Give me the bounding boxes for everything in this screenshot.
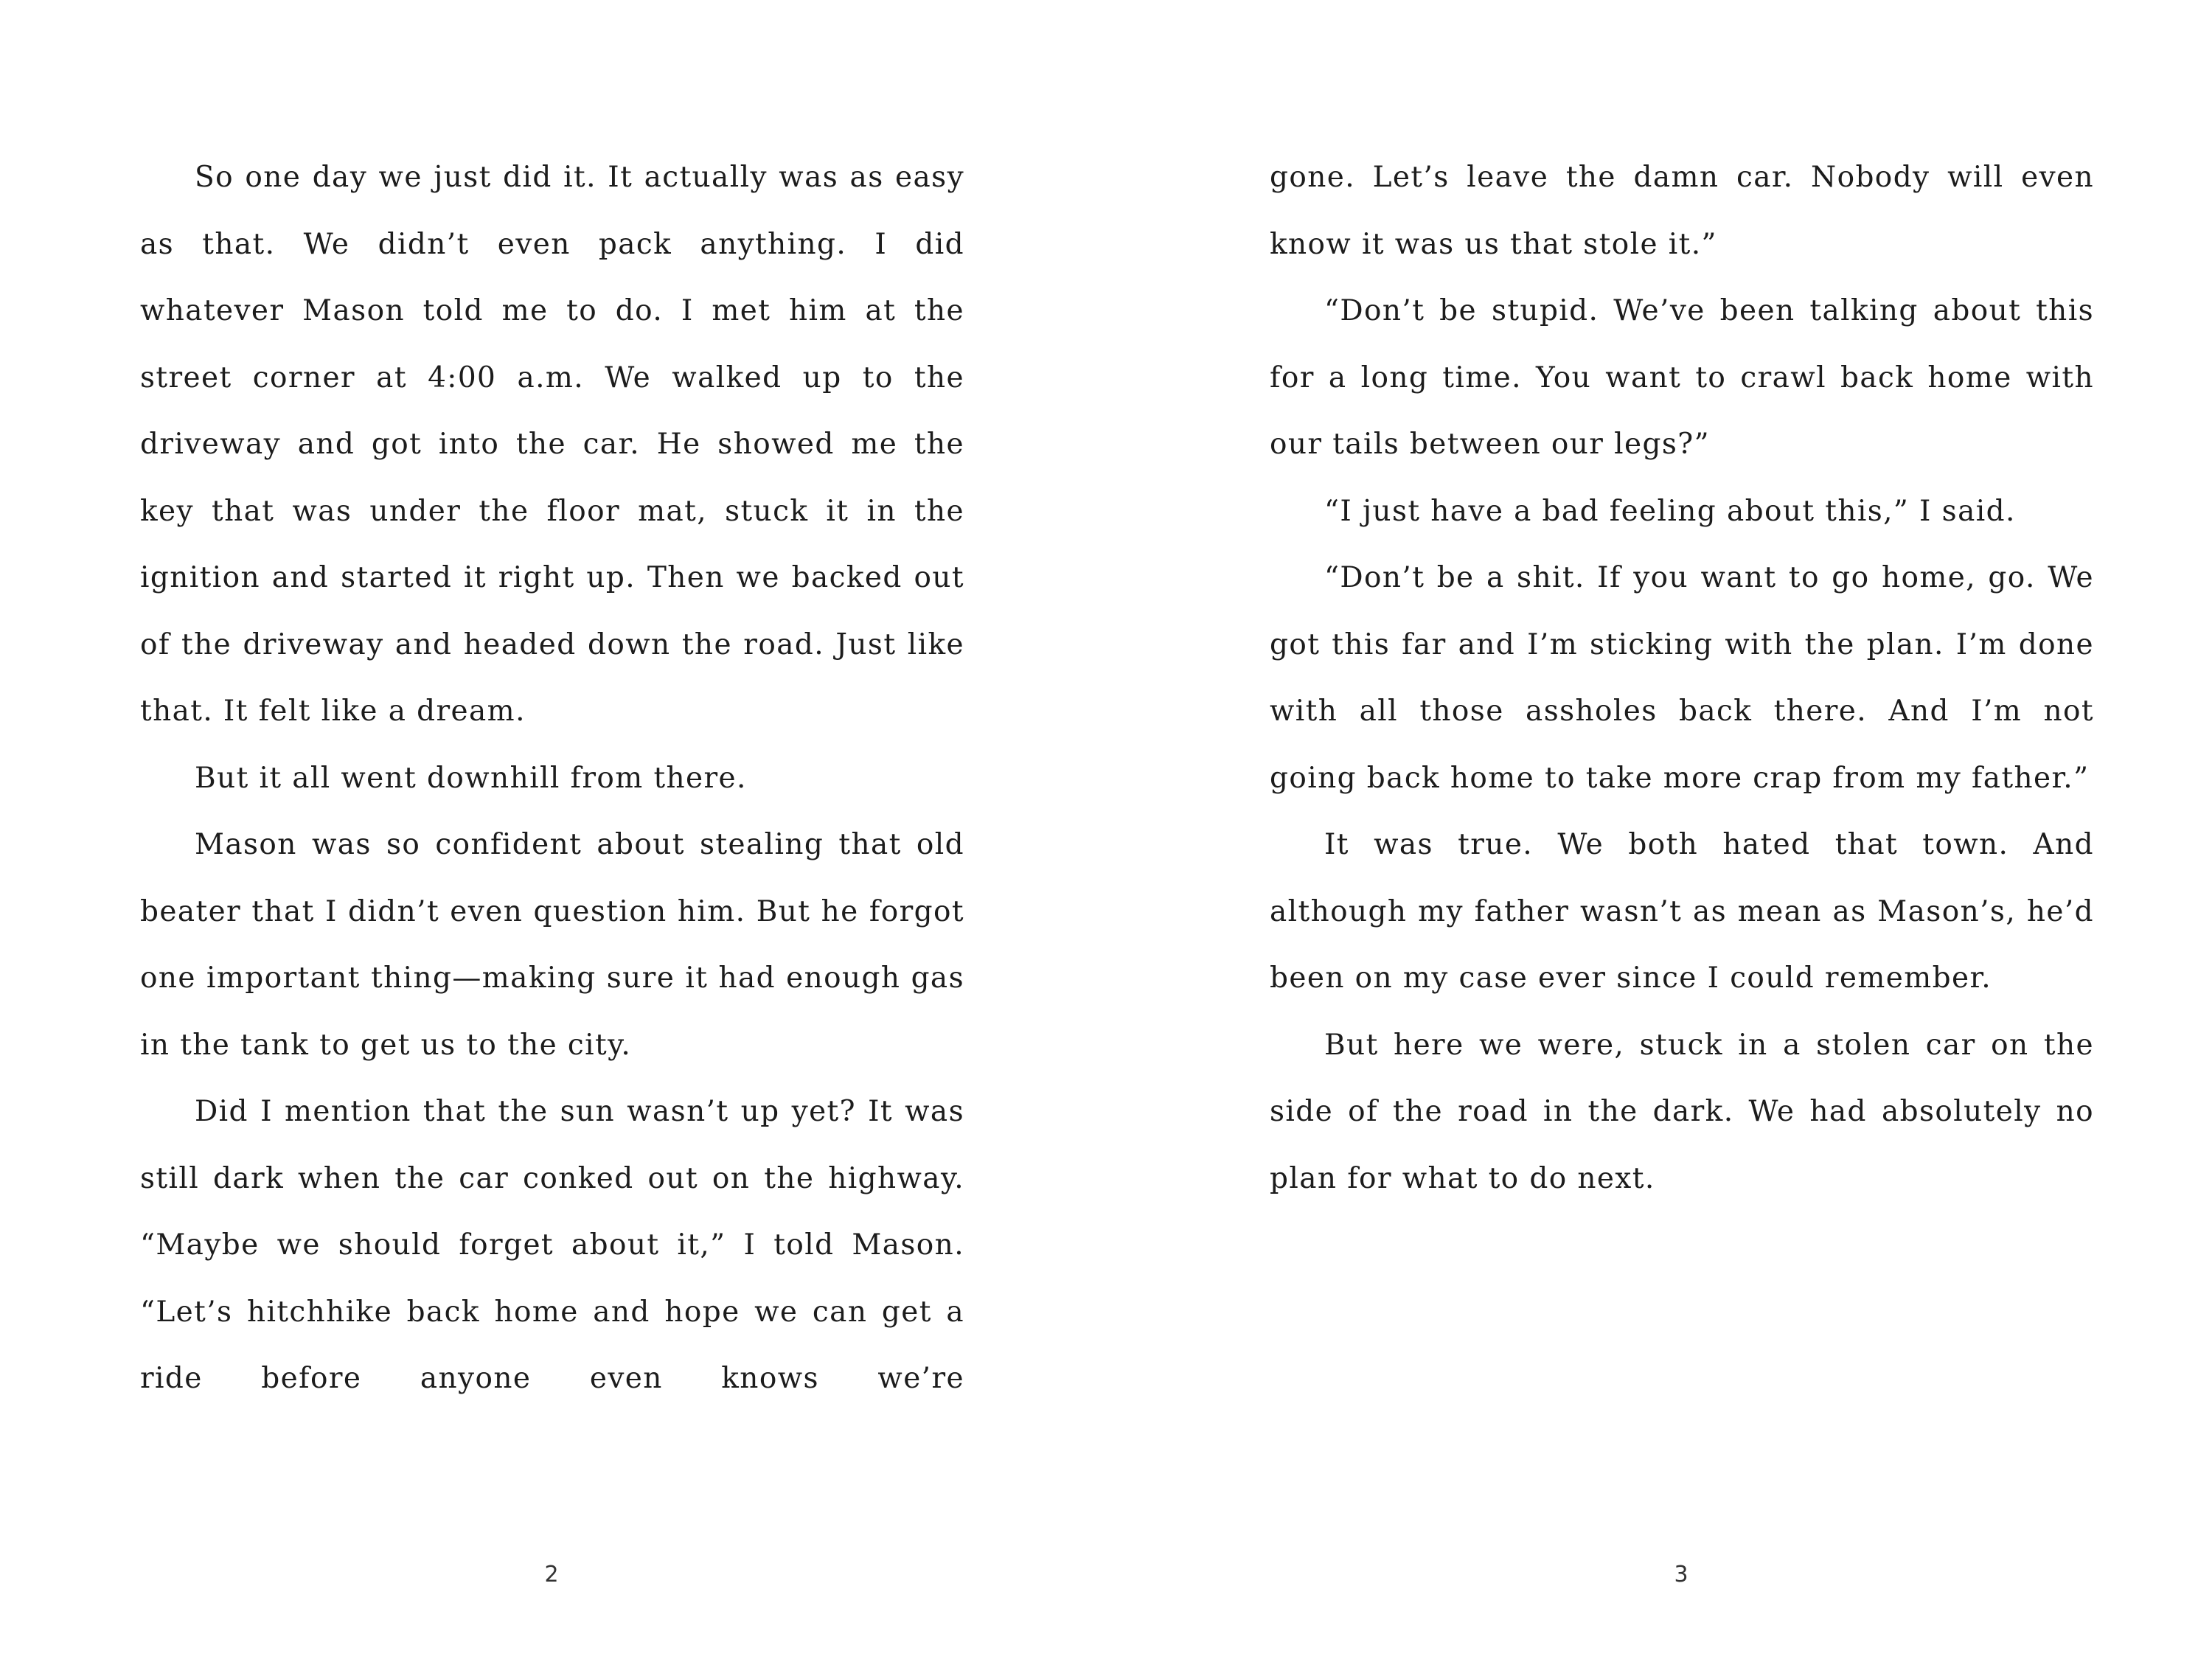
paragraph: Did I mention that the sun wasn’t up yet? It was still dark when the car conked out on the highway. “Maybe we should forget about it,” I told Mason. “Let’s hitchhike back home and hope we can get a ride before anyone even knows we’re xyxy=(140,1095,964,1395)
right-page xyxy=(1106,0,2212,1659)
paragraph: “Don’t be a shit. If you want to go home, go. We got this far and I’m sticking with the plan. I’m done with all those assholes back there. And I’m not going back home to take more crap from my father.” xyxy=(1270,561,2094,795)
paragraph: But here we were, stuck in a stolen car on the side of the road in the dark. We had absolutely no plan for what to do next. xyxy=(1270,1028,2094,1195)
paragraph: But it all went downhill from there. xyxy=(195,761,747,795)
left-page-text xyxy=(140,145,964,1413)
paragraph: Mason was so confident about stealing that old beater that I didn’t even question him. But he forgot one important thing—making sure it had enough gas in the tank to get us to the city. xyxy=(140,828,964,1062)
paragraph: gone. Let’s leave the damn car. Nobody will even know it was us that stole it.” xyxy=(1270,161,2094,261)
paragraph: It was true. We both hated that town. And although my father wasn’t as mean as Mason’s, he’d been on my case ever since I could remember. xyxy=(1270,828,2094,995)
paragraph: So one day we just did it. It actually was as easy as that. We didn’t even pack anything. I did whatever Mason told me to do. I met him at the street corner at 4:00 a.m. We walked up to the driveway and got into the car. He showed me the key that was under the floor mat, stuck it in the ignition and started it right up. Then we backed out of the driveway and headed down the road. Just like that. It felt like a dream. xyxy=(140,161,964,728)
page-number: 3 xyxy=(1674,1562,1688,1587)
right-page-text xyxy=(1270,145,2094,1212)
paragraph: “I just have a bad feeling about this,” I said. xyxy=(1324,494,2016,528)
paragraph: “Don’t be stupid. We’ve been talking about this for a long time. You want to crawl back home with our tails between our legs?” xyxy=(1270,294,2094,461)
page-number: 2 xyxy=(544,1562,559,1587)
